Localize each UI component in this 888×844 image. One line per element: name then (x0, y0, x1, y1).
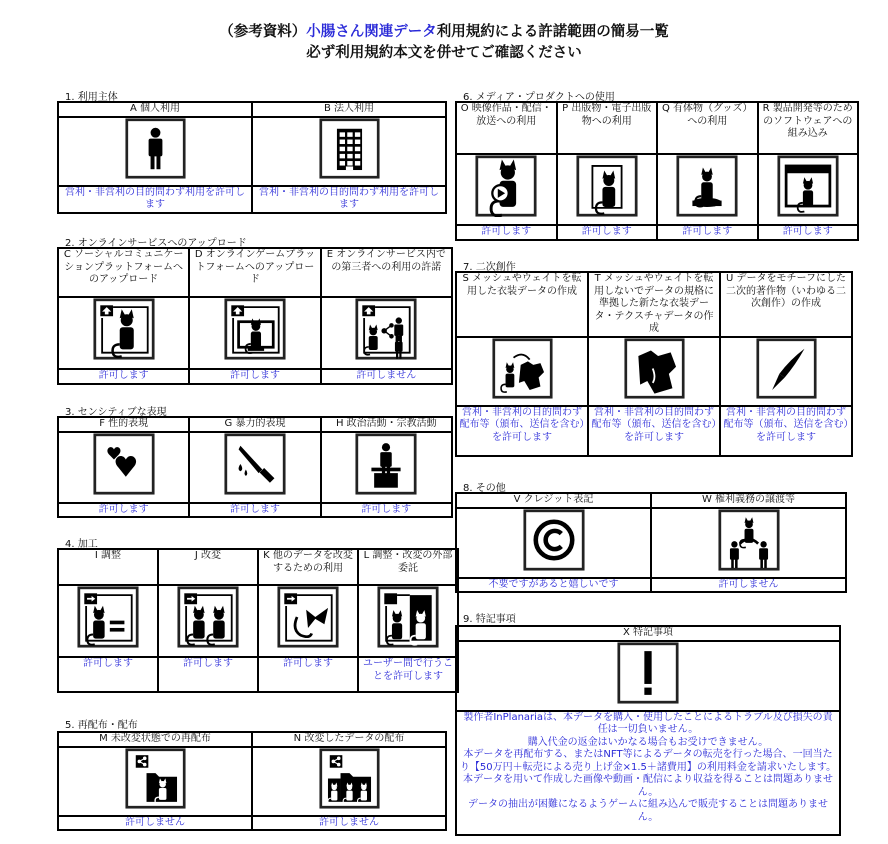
item-status: 営利・非営利の目的問わず配布等（頒布、送信を含む）を許可します (588, 406, 720, 456)
notice-line: 製作者InPlanariaは、本データを購入・使用したことによるトラブル及び損失の責任は一切負いません。 (463, 711, 833, 735)
item-header: K 他のデータを改変するための利用 (258, 549, 358, 585)
exclamation-icon (617, 642, 679, 704)
section-label: 2. オンラインサービスへのアップロード (65, 238, 247, 249)
item-status: 許可します (557, 225, 658, 240)
permission-table (57, 731, 447, 831)
section-label: 7. 二次創作 (463, 262, 516, 273)
notice-line: データの抽出が困難になるようゲームに組み込んで販売することは問題ありません。 (468, 799, 828, 823)
item-header: P 出版物・電子出版物への利用 (557, 102, 658, 154)
parts-cat-icon (277, 586, 339, 648)
item-header: F 性的表現 (58, 417, 189, 432)
permission-table (455, 492, 847, 593)
notice-line: 購入代金の返金はいかなる場合もお受けできません。 (527, 736, 769, 748)
item-icon-cell (588, 337, 720, 406)
item-status: 許可しません (58, 816, 252, 831)
permission-table (57, 548, 459, 693)
copyright-icon (523, 509, 585, 571)
item-icon-cell (189, 297, 320, 369)
section-label: 5. 再配布・配布 (65, 720, 138, 731)
item-icon-cell (358, 585, 458, 657)
item-header: I 調整 (58, 549, 158, 585)
item-status: 許可します (189, 369, 320, 384)
item-status: 営利・非営利の目的問わず配布等（頒布、送信を含む）を許可します (456, 406, 588, 456)
title-prefix: （参考資料） (219, 24, 307, 40)
permission-table (57, 416, 453, 518)
section-label: 6. メディア・プロダクトへの使用 (463, 92, 615, 103)
item-icon-cell (258, 585, 358, 657)
title-suffix: 利用規約による許諾範囲の簡易一覧 (436, 24, 669, 40)
item-status: 許可します (158, 657, 258, 692)
item-header: G 暴力的表現 (189, 417, 320, 432)
knife-icon (224, 433, 286, 495)
item-icon-cell (657, 154, 758, 225)
window-cat-icon (777, 155, 839, 217)
permission-table (57, 247, 453, 385)
item-header: A 個人利用 (58, 102, 252, 117)
item-icon-cell (58, 585, 158, 657)
item-status: 許可します (58, 503, 189, 518)
item-header: J 改変 (158, 549, 258, 585)
item-header: H 政治活動・宗教活動 (321, 417, 452, 432)
item-header: U データをモチーフにした二次的著作物（いわゆる二次創作）の作成 (720, 272, 852, 337)
item-icon-cell (557, 154, 658, 225)
person-icon (125, 118, 186, 179)
notice-line: 本データを用いて作成した画像や動画・配信により収益を得ることは問題ありません。 (463, 774, 833, 798)
item-status (456, 711, 840, 835)
item-status: 許可しません (252, 816, 446, 831)
section-label: 3. センシティブな表現 (65, 407, 167, 418)
item-header: Q 有体物（グッズ）への利用 (657, 102, 758, 154)
item-icon-cell (58, 297, 189, 369)
item-header: E オンラインサービス内での第三者への利用の許諾 (321, 248, 452, 297)
building-icon (319, 118, 380, 179)
outsource-cat-icon (377, 586, 439, 648)
document-cat-icon (576, 155, 638, 217)
item-header: D オンラインゲームプラットフォームへのアップロード (189, 248, 320, 297)
permission-table (57, 101, 447, 214)
item-icon-cell (720, 337, 852, 406)
item-icon-cell (651, 508, 846, 578)
item-status: 許可しません (651, 578, 846, 593)
upload-share-cat-icon (355, 298, 417, 360)
section-label: 9. 特記事項 (463, 614, 516, 625)
item-status: 許可します (456, 225, 557, 240)
item-header: O 映像作品・配信・放送への利用 (456, 102, 557, 154)
section-label: 4. 加工 (65, 539, 98, 550)
clothing-icon (624, 338, 685, 399)
pen-nib-icon (756, 338, 817, 399)
share-folder-cats-icon (319, 748, 380, 809)
item-icon-cell (456, 337, 588, 406)
upload-monitor-cat-icon (224, 298, 286, 360)
item-status: 許可します (58, 369, 189, 384)
permission-table (455, 625, 841, 836)
item-header: M 未改変状態での再配布 (58, 732, 252, 747)
item-status: ユーザー間で行うことを許可します (358, 657, 458, 692)
hearts-icon (93, 433, 155, 495)
video-cat-icon (475, 155, 537, 217)
item-icon-cell (58, 432, 189, 503)
item-header: L 調整・改変の外部委託 (358, 549, 458, 585)
share-folder-cat-icon (125, 748, 186, 809)
item-icon-cell (252, 747, 446, 816)
item-status: 許可します (657, 225, 758, 240)
item-status: 営利・非営利の目的問わず配布等（頒布、送信を含む）を許可します (720, 406, 852, 456)
item-icon-cell (456, 641, 840, 711)
permission-table (455, 101, 859, 241)
section-label: 8. その他 (463, 483, 506, 494)
item-status: 許可します (258, 657, 358, 692)
cat-to-clothing-icon (492, 338, 553, 399)
item-icon-cell (456, 154, 557, 225)
item-icon-cell (58, 117, 252, 186)
item-status: 許可します (189, 503, 320, 518)
podium-speaker-icon (355, 433, 417, 495)
item-icon-cell (158, 585, 258, 657)
item-status: 許可します (321, 503, 452, 518)
item-icon-cell (252, 117, 446, 186)
item-icon-cell (456, 508, 651, 578)
page-title (0, 20, 888, 41)
item-icon-cell (58, 747, 252, 816)
item-header: C ソーシャルコミュニケーションプラットフォームへのアップロード (58, 248, 189, 297)
item-header: S メッシュやウェイトを転用した衣装データの作成 (456, 272, 588, 337)
modify-cat-icon (177, 586, 239, 648)
item-header: W 権利義務の譲渡等 (651, 493, 846, 508)
item-status: 許可します (758, 225, 859, 240)
item-header: R 製品開発等のためのソフトウェアへの組み込み (758, 102, 859, 154)
item-header: T メッシュやウェイトを転用しないでデータの規格に準拠した新たな衣装データ・テクスチャデータの作成 (588, 272, 720, 337)
item-status: 許可しません (321, 369, 452, 384)
item-status: 営利・非営利の目的問わず利用を許可します (58, 186, 252, 213)
upload-cat-icon (93, 298, 155, 360)
item-header: X 特記事項 (456, 626, 840, 641)
title-highlight: 小腸さん関連データ (306, 24, 437, 40)
item-status: 不要ですがあると嬉しいです (456, 578, 651, 593)
item-icon-cell (321, 432, 452, 503)
item-icon-cell (189, 432, 320, 503)
page-subtitle: 必ず利用規約本文を併せてご確認ください (306, 45, 582, 61)
item-icon-cell (758, 154, 859, 225)
item-header: N 改変したデータの配布 (252, 732, 446, 747)
item-icon-cell (321, 297, 452, 369)
transfer-cat-icon (718, 509, 780, 571)
item-header: V クレジット表記 (456, 493, 651, 508)
item-status: 許可します (58, 657, 158, 692)
permission-table (455, 271, 853, 457)
notice-line: 本データを再配布する、またはNFT等によるデータの転売を行った場合、一回当たり【50万円＋転売による売り上げ金×1.5＋諸費用】の利用料金を請求いたします。 (459, 749, 837, 773)
figure-cat-icon (676, 155, 738, 217)
item-header: B 法人利用 (252, 102, 446, 117)
adjust-cat-icon (77, 586, 139, 648)
section-label: 1. 利用主体 (65, 92, 118, 103)
item-status: 営利・非営利の目的問わず利用を許可します (252, 186, 446, 213)
